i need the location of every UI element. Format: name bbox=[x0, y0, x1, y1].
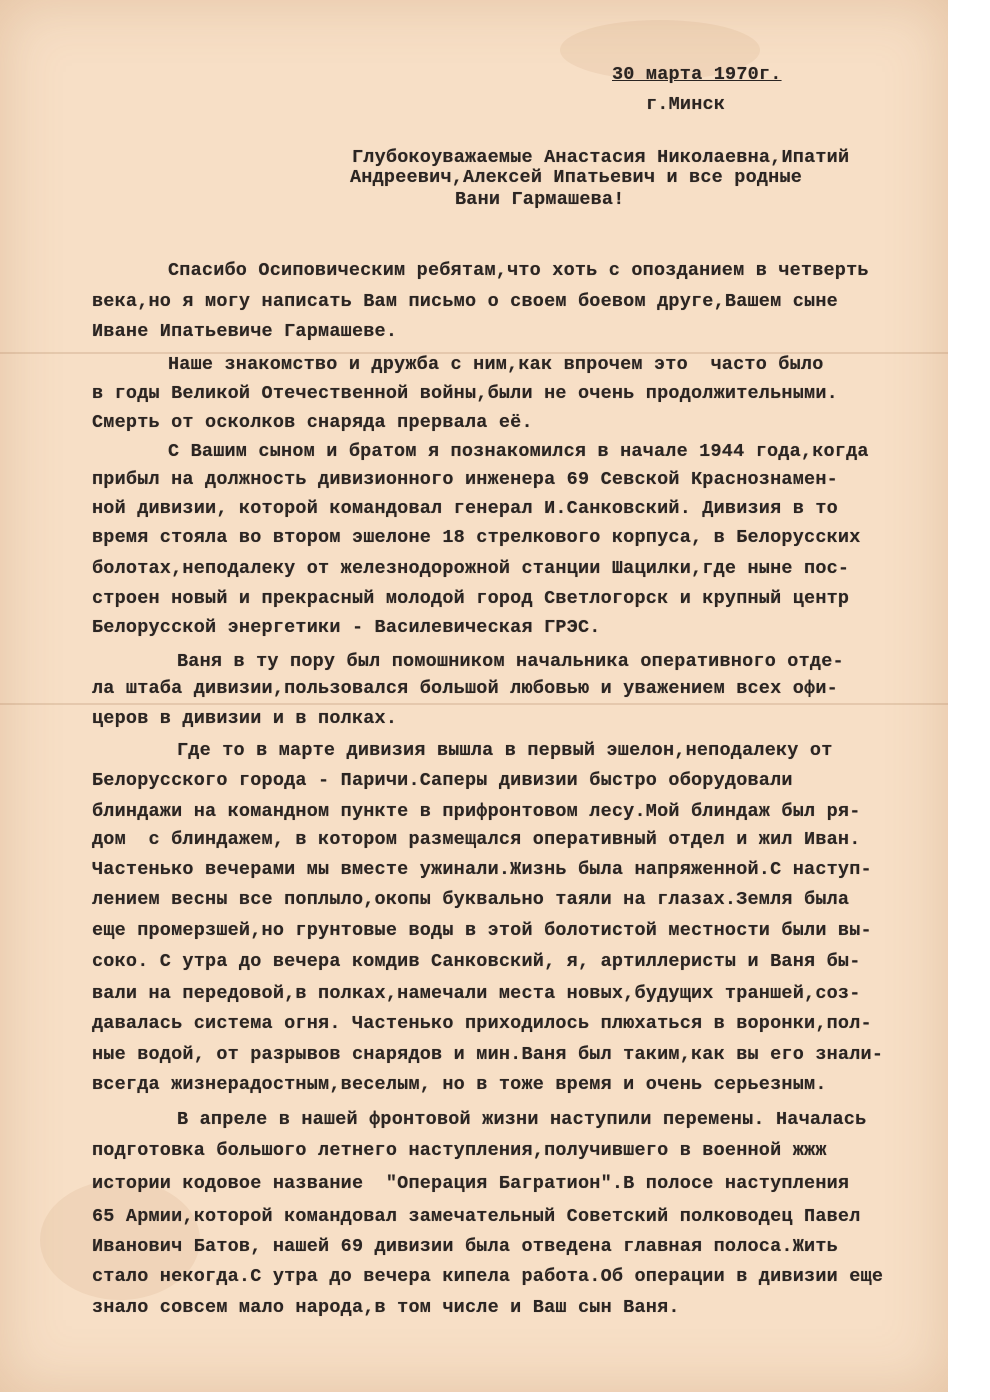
body-line: В апреле в нашей фронтовой жизни наступили перемены. Началась bbox=[177, 1109, 867, 1130]
body-line: Иванович Батов, нашей 69 дивизии была отведена главная полоса.Жить bbox=[92, 1236, 838, 1257]
paper-fold bbox=[0, 703, 948, 705]
body-line: Белорусской энергетики - Василевическая ГРЭС. bbox=[92, 617, 601, 638]
body-line: века,но я могу написать Вам письмо о своем боевом друге,Вашем сыне bbox=[92, 291, 838, 312]
body-line: подготовка большого летнего наступления,получившего в военной жжж bbox=[92, 1140, 827, 1161]
body-line: Где то в марте дивизия вышла в первый эшелон,неподалеку от bbox=[177, 740, 833, 761]
letter-city: г.Минск bbox=[646, 94, 726, 115]
body-line: Иване Ипатьевиче Гармашеве. bbox=[92, 321, 398, 342]
salutation-line: Андреевич,Алексей Ипатьевич и все родные bbox=[350, 167, 803, 188]
body-line: истории кодовое название "Операция Багратион".В полосе наступления bbox=[92, 1173, 850, 1194]
body-line: Белорусского города - Паричи.Саперы дивизии быстро оборудовали bbox=[92, 770, 793, 791]
body-line: Смерть от осколков снаряда прервала её. bbox=[92, 412, 533, 433]
body-line: всегда жизнерадостным,веселым, но в тоже время и очень серьезным. bbox=[92, 1074, 827, 1095]
body-line: знало совсем мало народа,в том числе и Ваш сын Ваня. bbox=[92, 1297, 680, 1318]
body-line: прибыл на должность дивизионного инженера 69 Севской Краснознамен- bbox=[92, 469, 838, 490]
body-line: Ваня в ту пору был помошником начальника оперативного отде- bbox=[177, 651, 844, 672]
body-line: 65 Армии,которой командовал замечательный Советский полководец Павел bbox=[92, 1206, 861, 1227]
salutation-line: Вани Гармашева! bbox=[455, 189, 625, 210]
body-line: церов в дивизии и в полках. bbox=[92, 708, 398, 729]
body-line: болотах,неподалеку от железнодорожной станции Шацилки,где ныне пос- bbox=[92, 558, 850, 579]
body-line: Наше знакомство и дружба с ним,как впрочем это часто было bbox=[168, 354, 824, 375]
body-line: блиндажи на командном пункте в прифронтовом лесу.Мой блиндаж был ря- bbox=[92, 801, 861, 822]
body-line: стало некогда.С утра до вечера кипела работа.Об операции в дивизии еще bbox=[92, 1266, 884, 1287]
body-line: ные водой, от разрывов снарядов и мин.Ваня был таким,как вы его знали- bbox=[92, 1044, 884, 1065]
body-line: время стояла во втором эшелоне 18 стрелкового корпуса, в Белорусских bbox=[92, 527, 861, 548]
body-line: строен новый и прекрасный молодой город Светлогорск и крупный центр bbox=[92, 588, 850, 609]
body-line: соко. С утра до вечера комдив Санковский, я, артиллеристы и Ваня бы- bbox=[92, 951, 861, 972]
body-line: С Вашим сыном и братом я познакомился в начале 1944 года,когда bbox=[168, 441, 869, 462]
letter-date: 30 марта 1970г. bbox=[612, 64, 782, 85]
body-line: в годы Великой Отечественной войны,были не очень продолжительными. bbox=[92, 383, 838, 404]
body-line: вали на передовой,в полках,намечали места новых,будущих траншей,соз- bbox=[92, 983, 861, 1004]
body-line: лением весны все поплыло,окопы буквально таяли на глазах.Земля была bbox=[92, 889, 850, 910]
body-line: ла штаба дивизии,пользовался большой любовью и уважением всех офи- bbox=[92, 678, 838, 699]
salutation-line: Глубокоуважаемые Анастасия Николаевна,Ипатий bbox=[352, 147, 850, 168]
body-line: давалась система огня. Частенько приходилось плюхаться в воронки,пол- bbox=[92, 1013, 872, 1034]
body-line: Частенько вечерами мы вместе ужинали.Жизнь была напряженной.С наступ- bbox=[92, 859, 872, 880]
body-line: дом с блиндажем, в котором размещался оперативный отдел и жил Иван. bbox=[92, 829, 861, 850]
body-line: Спасибо Осиповическим ребятам,что хоть с опозданием в четверть bbox=[168, 260, 869, 281]
body-line: еще промерзшей,но грунтовые воды в этой болотистой местности были вы- bbox=[92, 920, 872, 941]
body-line: ной дивизии, которой командовал генерал И.Санковский. Дивизия в то bbox=[92, 498, 838, 519]
